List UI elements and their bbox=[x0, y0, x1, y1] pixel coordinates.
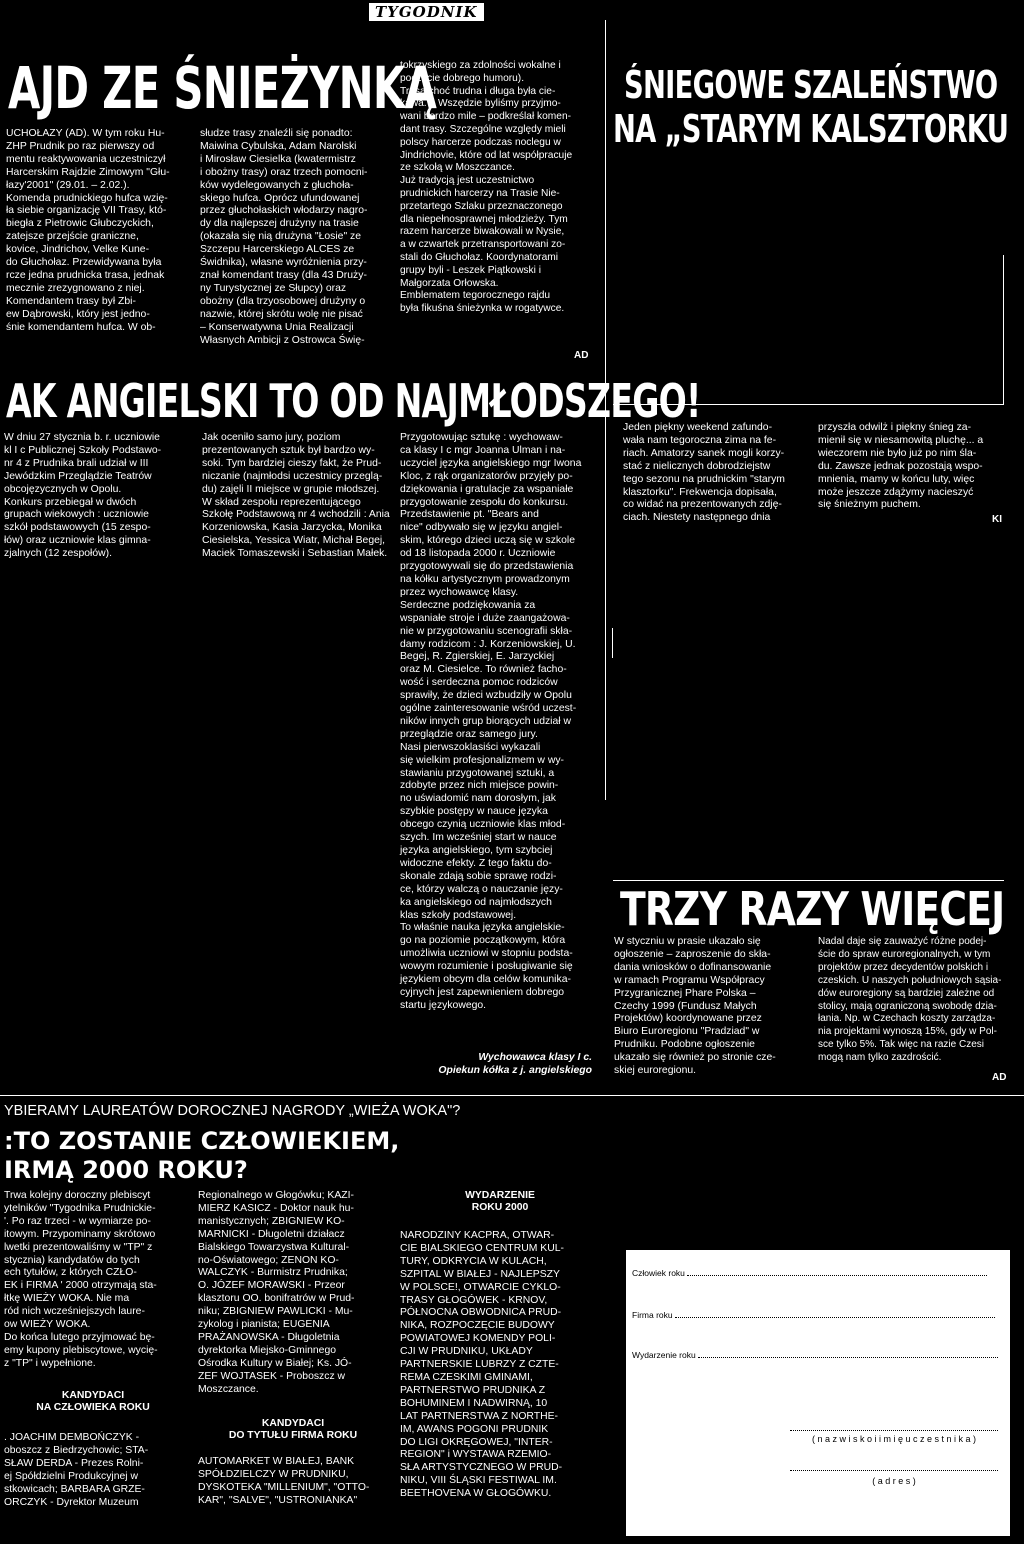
coupon-person-label: Człowiek roku bbox=[632, 1268, 685, 1278]
plebiscyt-column-1b: . JOACHIM DEMBOŃCZYK - oboszcz z Biedrzychowic; STA- SŁAW DERDA - Prezes Rolni- ej Spółdzielni Produkcyjnej w stkowicach; BARBARA GRZE- ORCZYK - Dyrektor Muzeum bbox=[4, 1432, 149, 1508]
rajd-column-1: UCHOŁAZY (AD). W tym roku Hu- ZHP Prudnik po raz pierwszy od mentu reaktywowania uczestniczył Harcerskim Rajdzie Zimowym "Głu- łazy'2001" (29.01. – 2.02.). Komenda prudnickiego hufca wzię- ła siebie organizację VII Trasy, któ- biegła z Pietrowic Głubczyckich, zatejsze przejście graniczne, kovice, Jindrichov, Velke Kune- do Głuchołaz. Przewidywana była rcze jedna prudnicka trasa, jednak mecznie zrezygnowano z niej. Komendantem trasy był Zbi- ew Dąbrowski, który jest jedno- śnie komendantem hufca. W ob- bbox=[6, 128, 170, 333]
plebiscyt-head-3: IRMĄ 2000 ROKU? bbox=[4, 1156, 248, 1184]
coupon-name-field[interactable] bbox=[790, 1420, 998, 1431]
photo-frame-line bbox=[1003, 255, 1004, 405]
divider-horizontal bbox=[0, 1095, 1024, 1096]
rajd-headline-text: AJD ZE ŚNIEŻYNKĄ bbox=[8, 54, 437, 122]
photo-frame-line-2 bbox=[612, 628, 613, 658]
trzy-headline-text: TRZY RAZY WIĘCEJ bbox=[620, 882, 1005, 936]
angielski-column-3: Przygotowując sztukę : wychowaw- ca klasy I c mgr Joanna Ulman i na- uczyciel języka angielskiego mgr Iwona Kloc, z rąk organizatorów przyjęły po- dziękowania i gratulacje za wspaniałe przygotowanie zespołu do konkursu. Przedstawienie pt. "Bears and nice" odbywało się w języku angiel- skim, którego dzieci uczą się w szkole od 18 listopada 2000 r. Uczniowie przygotowywali się do przedstawienia na kółku artystycznym prowadzonym przez wychowawcę klasy. Serdeczne podziękowania za wspaniałe stroje i duże zaangażowa- nie w przygotowaniu scenografii skła- damy rodzicom : J. Korzeniowskiej, U. Begej, R. Zgierskiej, E. Jarzyckiej oraz M. Ciesielce. To również facho- wość i serdeczna pomoc rodziców sprawiły, że dzieci wzbudziły w Opolu ogólne zainteresowanie wśród uczest- ników innych grup biorących udział w przeglądzie oraz samego jury. Nasi pierwszoklasiści wykazali się wielkim profesjonalizmem w wy- stawianiu przygotowanej sztuki, a zdobyte przez nich miejsce powin- no uświadomić nam dorosłym, jak szybkie postępy w nauce języka obcego czynią uczniowie klas młod- szych. Im wcześniej start w nauce języka angielskiego, tym szybciej widoczne efekty. Z tego faktu do- skonale zdają sobie sprawę rodzi- ce, którzy walczą o nauczanie języ- ka angielskiego od najmłodszych klas szkoły podstawowej. To właśnie nauka języka angielskie- go na poziomie początkowym, która umożliwia uczniowi w stopniu podsta- wowym rozumienie i posługiwanie się językiem obcym dla celów komunika- cyjnych jest zapewnieniem dobrego startu językowego. bbox=[400, 432, 582, 1011]
sniegowe-headline-line-2 bbox=[613, 108, 1024, 150]
plebiscyt-column-1: Trwa kolejny doroczny plebiscyt ytelników "Tygodnika Prudnickie- '. Po raz trzeci - w wymiarze po- itowym. Przypominamy skrótowo lwetki prezentowaliśmy w "TP" z stycznia) kandydatów do tych ech tytułów, z których CZŁO- EK i FIRMA ' 2000 otrzymają sta- łtkę WIEŻY WOKA. Nie ma ród nich wcześniejszych laure- ow WIEŻY WOKA. Do końca lutego przyjmować bę- emy kupony plebiscytowe, wycię- z "TP" i wypełnione. bbox=[4, 1190, 158, 1369]
coupon-address-caption: ( a d r e s ) bbox=[872, 1476, 916, 1486]
trzy-headline bbox=[620, 884, 1024, 934]
rajd-signature: AD bbox=[574, 350, 589, 361]
plebiscyt-column-2: Regionalnego w Głogówku; KAZI- MIERZ KASICZ - Doktor nauk hu- manistycznych; ZBIGNIEW KO- MARNICKI - Długoletni działacz Bialskiego Towarzystwa Kultural- no-Oświatowego; ZENON KO- WALCZYK - Burmistrz Prudnika; O. JÓZEF MORAWSKI - Przeor klasztoru OO. bonifratrów w Prud- niku; ZBIGNIEW PAWLICKI - Mu- zykolog i pianista; EUGENIA PRAŻANOWSKA - Długoletnia dyrektorka Miejsko-Gminnego Ośrodka Kultury w Białej; Ks. JÓ- ZEF WOJTASEK - Proboszcz w Moszczance. bbox=[198, 1190, 355, 1395]
voting-coupon[interactable] bbox=[626, 1250, 1010, 1536]
rajd-column-3: tokrzyskiego za zdolności wokalne i poczucie dobrego humoru). Trasa choć trudna i długa była cie- kawa. – Wszędzie byliśmy przyjmo- wani bardzo mile – podkreślał komen- dant trasy. Szczególne względy mieli polscy harcerze podczas noclegu w Jindrichovie, które od lat współpracuje ze szkołą w Moszczance. Już tradycją jest uczestnictwo prudnickich harcerzy na Trasie Nie- przetartego Szlaku przeznaczonego dla niepełnosprawnej młodzieży. Tym razem harcerze biwakowali w Nysie, a w czwartek przetransportowani zo- stali do Głuchołaz. Koordynatorami grupy byli - Leszek Piątkowski i Małgorzata Orłowska. Emblematem tegorocznego rajdu była fikuśna śnieżynka w rogatywce. bbox=[400, 60, 573, 315]
plebiscyt-head-1: YBIERAMY LAUREATÓW DOROCZNEJ NAGRODY „WIEŻA WOKA"? bbox=[4, 1103, 461, 1119]
trzy-column-2: Nadal daje się zauważyć różne podej- ście do spraw euroregionalnych, w tym projektów przez decydentów polskich i czeskich. U naszych południowych sąsia- dów euroregiony są bardziej zależne od stolicy, mają ograniczoną swobodę dzia- łania. Np. w Czechach koszty zarządza- nia projektami wynoszą 15%, gdy w Pol- sce tylko 5%. Tak więc na razie Czesi mogą nam tylko zazdrościć. bbox=[818, 936, 1002, 1064]
angielski-column-2: Jak oceniło samo jury, poziom prezentowanych sztuk był bardzo wy- soki. Tym bardziej cieszy fakt, że Prud- niczanie (najmłodsi uczestnicy przeglą- du) zajęli II miejsce w grupie młodszej. W skład zespołu reprezentującego Szkołę Podstawową nr 4 wchodzili : Ania Korzeniowska, Kasia Jarzycka, Monika Ciesielska, Yessica Wiatr, Michał Begej, Maciek Tomaszewski i Sebastian Małek. bbox=[202, 432, 390, 560]
sniegowe-column-1: Jeden piękny weekend zafundo- wała nam tegoroczna zima na fe- riach. Amatorzy sanek mogli korzy- stać z nielicznych dobrodziejstw tego sezonu na prudnickim "starym klasztorku". Frekwencja dopisała, co widać na prezentowanych zdję- ciach. Niestety następnego dnia bbox=[623, 422, 785, 524]
angielski-headline-text: AK ANGIELSKI TO OD NAJMŁODSZEGO! bbox=[6, 374, 701, 428]
sniegowe-column-2: przyszła odwilż i piękny śnieg za- mienił się w niesamowitą pluchę... a wieczorem nie było już po nim śla- du. Zawsze jednak pozostają wspo- mnienia, mamy w końcu luty, więc może jeszcze zdążymy nacieszyć się śnieżnym puchem. bbox=[818, 422, 984, 511]
coupon-firm-line[interactable] bbox=[632, 1310, 1000, 1320]
angielski-signature-line-2: Opiekun kółka z j. angielskiego bbox=[438, 1064, 592, 1076]
masthead-logo: TYGODNIK bbox=[369, 3, 484, 21]
trzy-column-1: W styczniu w prasie ukazało się ogłoszenie – zaproszenie do skła- dania wniosków o dofinansowanie w ramach Programu Współpracy Przygranicznej Phare Polska – Czechy 1999 (Fundusz Małych Projektów) koordynowane przez Biuro Euroregionu "Pradziad" w Prudniku. Podobne ogłoszenie ukazało się również po stronie cze- skiej euroregionu. bbox=[614, 936, 776, 1077]
angielski-headline bbox=[6, 376, 971, 426]
coupon-person-line[interactable] bbox=[632, 1268, 1000, 1278]
cand-firm-heading: KANDYDACI DO TYTUŁU FIRMA ROKU bbox=[228, 1418, 358, 1441]
coupon-event-line[interactable] bbox=[632, 1350, 1000, 1360]
coupon-firm-label: Firma roku bbox=[632, 1310, 673, 1320]
plebiscyt-column-2b: AUTOMARKET W BIAŁEJ, BANK SPÓŁDZIELCZY W PRUDNIKU, DYSKOTEKA "MILLENIUM", "OTTO- KAR", "SALVE", "USTRONIANKA" bbox=[198, 1456, 370, 1506]
event-heading: WYDARZENIE ROKU 2000 bbox=[465, 1190, 535, 1213]
angielski-signature-line-1: Wychowawca klasy I c. bbox=[478, 1052, 592, 1063]
cand-person-heading: KANDYDACI NA CZŁOWIEKA ROKU bbox=[36, 1390, 150, 1413]
sniegowe-headline-2-text: NA „STARYM KALSZTORKU bbox=[613, 107, 1009, 151]
coupon-event-label: Wydarzenie roku bbox=[632, 1350, 696, 1360]
plebiscyt-column-3: NARODZINY KACPRA, OTWAR- CIE BIALSKIEGO CENTRUM KUL- TURY, ODKRYCIA W KULACH, SZPITAL W BIAŁEJ - NAJLEPSZY W POLSCE!, OTWARCIE CYKLO- TRASY GŁOGÓWEK - KRNOV, PÓŁNOCNA OBWODNICA PRUD- NIKA, ROZPOCZĘCIE BUDOWY POWIATOWEJ KOMENDY POLI- CJI W PRUDNIKU, UKŁADY PARTNERSKIE LUBRZY Z CZTE- REMA CZESKIMI GMINAMI, PARTNERSTWO PRUDNIKA Z BOHUMINEM I NADWIRNĄ, 10 LAT PARTNERSTWA Z NORTHE- IM, AWANS POGONI PRUDNIK DO LIGI OKRĘGOWEJ, "INTER- REGION" i WYSTAWA RZEMIO- SŁA ARTYSTYCZNEGO W PRUD- NIKU, VIII ŚLĄSKI FESTIWAL IM. BEETHOVENA W GŁOGÓWKU. bbox=[400, 1230, 564, 1500]
sniegowe-headline-1-text: ŚNIEGOWE SZALEŃSTWO bbox=[624, 63, 998, 107]
sniegowe-headline-line-1 bbox=[624, 64, 1024, 106]
sniegowe-signature: KI bbox=[992, 514, 1002, 525]
rajd-column-2: słudze trasy znaleźli się ponadto: Maiwina Cybulska, Adam Narolski i Mirosław Ciesielka (kwatermistrz i obożny trasy) oraz trzech pomocni- ków wydelegowanych z głuchoła- skiego hufca. Oprócz ufundowanej przez głuchołaskich włodarzy nagro- dy dla najlepszej drużyny na trasie (okazała się nią drużyna "Łosie" ze Szczepu Harcerskiego ALCES ze Świdnika), własne wyróżnienia przy- znał komendant trasy (dla 43 Druży- ny Turystycznej ze Słupcy) oraz obożny (dla trzyosobowej drużyny o nazwie, której skrótu wolę nie pisać – Konserwatywna Unia Realizacji Własnych Ambicji z Ostrowca Świę- bbox=[200, 128, 368, 346]
angielski-signature bbox=[400, 1052, 592, 1078]
coupon-address-field[interactable] bbox=[790, 1460, 998, 1471]
angielski-column-1: W dniu 27 stycznia b. r. uczniowie kl I c Publicznej Szkoły Podstawo- nr 4 z Prudnika brali udział w III Jewódzkim Przeglądzie Teatrów obcojęzycznych w Opolu. Konkurs przebiegał w dwóch grupach wiekowych : uczniowie szkół podstawowych (15 zespo- łów) oraz uczniowie klas gimna- zjalnych (12 zespołów). bbox=[4, 432, 162, 560]
trzy-signature: AD bbox=[992, 1072, 1007, 1083]
photo-frame-line-3 bbox=[613, 880, 1004, 881]
coupon-name-caption: ( n a z w i s k o i i m i ę u c z e s t n i k a ) bbox=[811, 1434, 977, 1444]
plebiscyt-head-2: :TO ZOSTANIE CZŁOWIEKIEM, bbox=[4, 1127, 400, 1155]
